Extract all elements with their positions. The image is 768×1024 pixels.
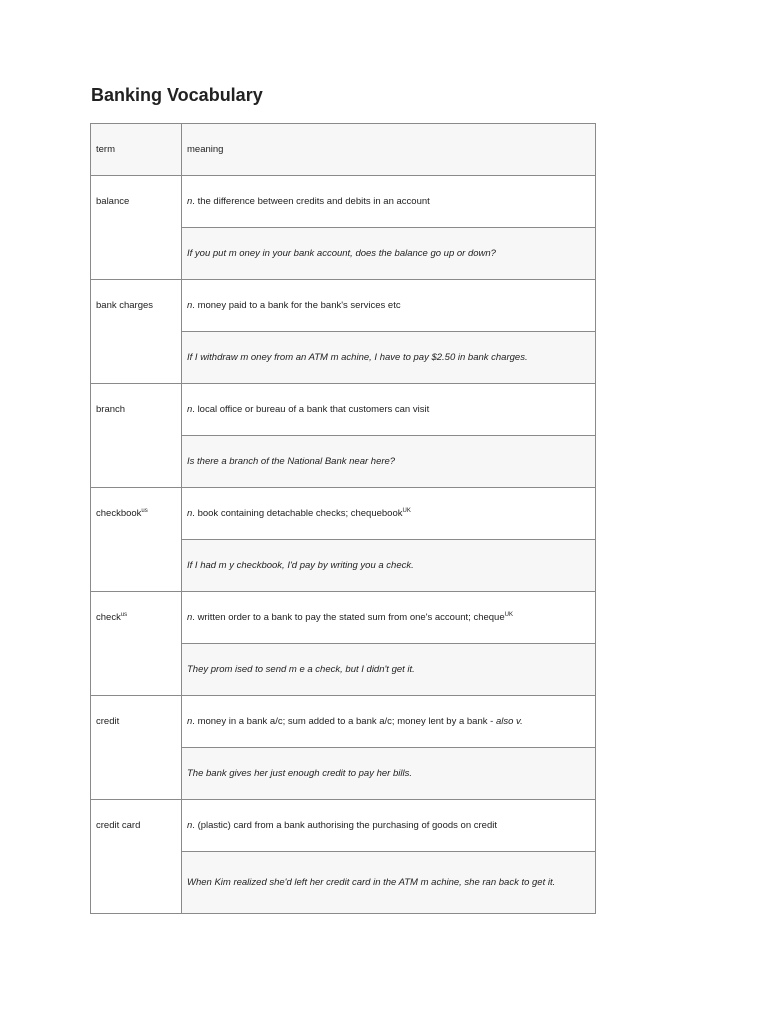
term-superscript: us xyxy=(141,508,148,514)
vocabulary-table xyxy=(90,123,596,914)
vocabulary-table-body xyxy=(91,124,596,914)
term-text: check xyxy=(96,612,121,623)
term-text: balance xyxy=(96,196,130,207)
definition-text: . money in a bank a/c; sum added to a bank a/c; money lent by a bank - xyxy=(192,715,496,727)
term-text: credit xyxy=(96,716,120,727)
table-header-row xyxy=(91,124,596,176)
part-of-speech: n xyxy=(187,507,193,519)
definition-text: . local office or bureau of a bank that customers can visit xyxy=(192,403,430,415)
definition-text: . book containing detachable checks; chequebook xyxy=(192,507,403,519)
term-cell xyxy=(91,384,182,488)
example-cell xyxy=(182,852,596,914)
table-row xyxy=(91,176,596,228)
definition-text: . written order to a bank to pay the stated sum from one's account; cheque xyxy=(192,611,505,623)
definition-text: . money paid to a bank for the bank's services etc xyxy=(192,299,401,311)
definition-tail: also v. xyxy=(495,715,523,727)
term-cell xyxy=(91,800,182,914)
part-of-speech: n xyxy=(187,715,193,727)
part-of-speech: n xyxy=(187,195,193,207)
term-cell xyxy=(91,176,182,280)
table-row xyxy=(91,696,596,748)
example-cell xyxy=(182,644,596,696)
table-row xyxy=(91,280,596,332)
definition-cell xyxy=(182,592,596,644)
definition-superscript: UK xyxy=(504,611,513,618)
term-cell xyxy=(91,696,182,800)
example-text: If you put m oney in your bank account, does the balance go up or down? xyxy=(187,247,496,259)
definition-text: . (plastic) card from a bank authorising the purchasing of goods on credit xyxy=(192,819,497,831)
example-text: When Kim realized she'd left her credit card in the ATM m achine, she ran back to get it. xyxy=(187,876,556,888)
example-text: Is there a branch of the National Bank near here? xyxy=(187,455,396,467)
example-cell xyxy=(182,748,596,800)
definition-text: . the difference between credits and debits in an account xyxy=(192,195,430,207)
example-text: They prom ised to send m e a check, but I didn't get it. xyxy=(187,663,415,675)
definition-cell xyxy=(182,800,596,852)
example-text: The bank gives her just enough credit to pay her bills. xyxy=(187,767,412,779)
part-of-speech: n xyxy=(187,299,193,311)
term-cell xyxy=(91,488,182,592)
table-row xyxy=(91,384,596,436)
term-superscript: us xyxy=(120,612,128,618)
term-text: bank charges xyxy=(96,300,154,311)
example-cell xyxy=(182,228,596,280)
example-text: If I had m y checkbook, I'd pay by writing you a check. xyxy=(187,559,414,571)
definition-cell xyxy=(182,176,596,228)
term-text: checkbook xyxy=(96,508,142,519)
definition-cell xyxy=(182,488,596,540)
part-of-speech: n xyxy=(187,819,193,831)
example-text: If I withdraw m oney from an ATM m achine, I have to pay $2.50 in bank charges. xyxy=(187,351,528,363)
definition-cell xyxy=(182,280,596,332)
definition-cell xyxy=(182,696,596,748)
part-of-speech: n xyxy=(187,611,193,623)
example-cell xyxy=(182,540,596,592)
definition-cell xyxy=(182,384,596,436)
table-row xyxy=(91,488,596,540)
table-row xyxy=(91,592,596,644)
page-title: Banking Vocabulary xyxy=(91,85,263,105)
header-meaning: meaning xyxy=(182,124,596,176)
header-term: term xyxy=(91,124,182,176)
part-of-speech: n xyxy=(187,403,193,415)
term-cell xyxy=(91,280,182,384)
example-cell xyxy=(182,332,596,384)
term-cell xyxy=(91,592,182,696)
example-cell xyxy=(182,436,596,488)
definition-superscript: UK xyxy=(402,507,411,514)
term-text: credit card xyxy=(96,820,141,831)
table-row xyxy=(91,800,596,852)
term-text: branch xyxy=(96,404,126,415)
